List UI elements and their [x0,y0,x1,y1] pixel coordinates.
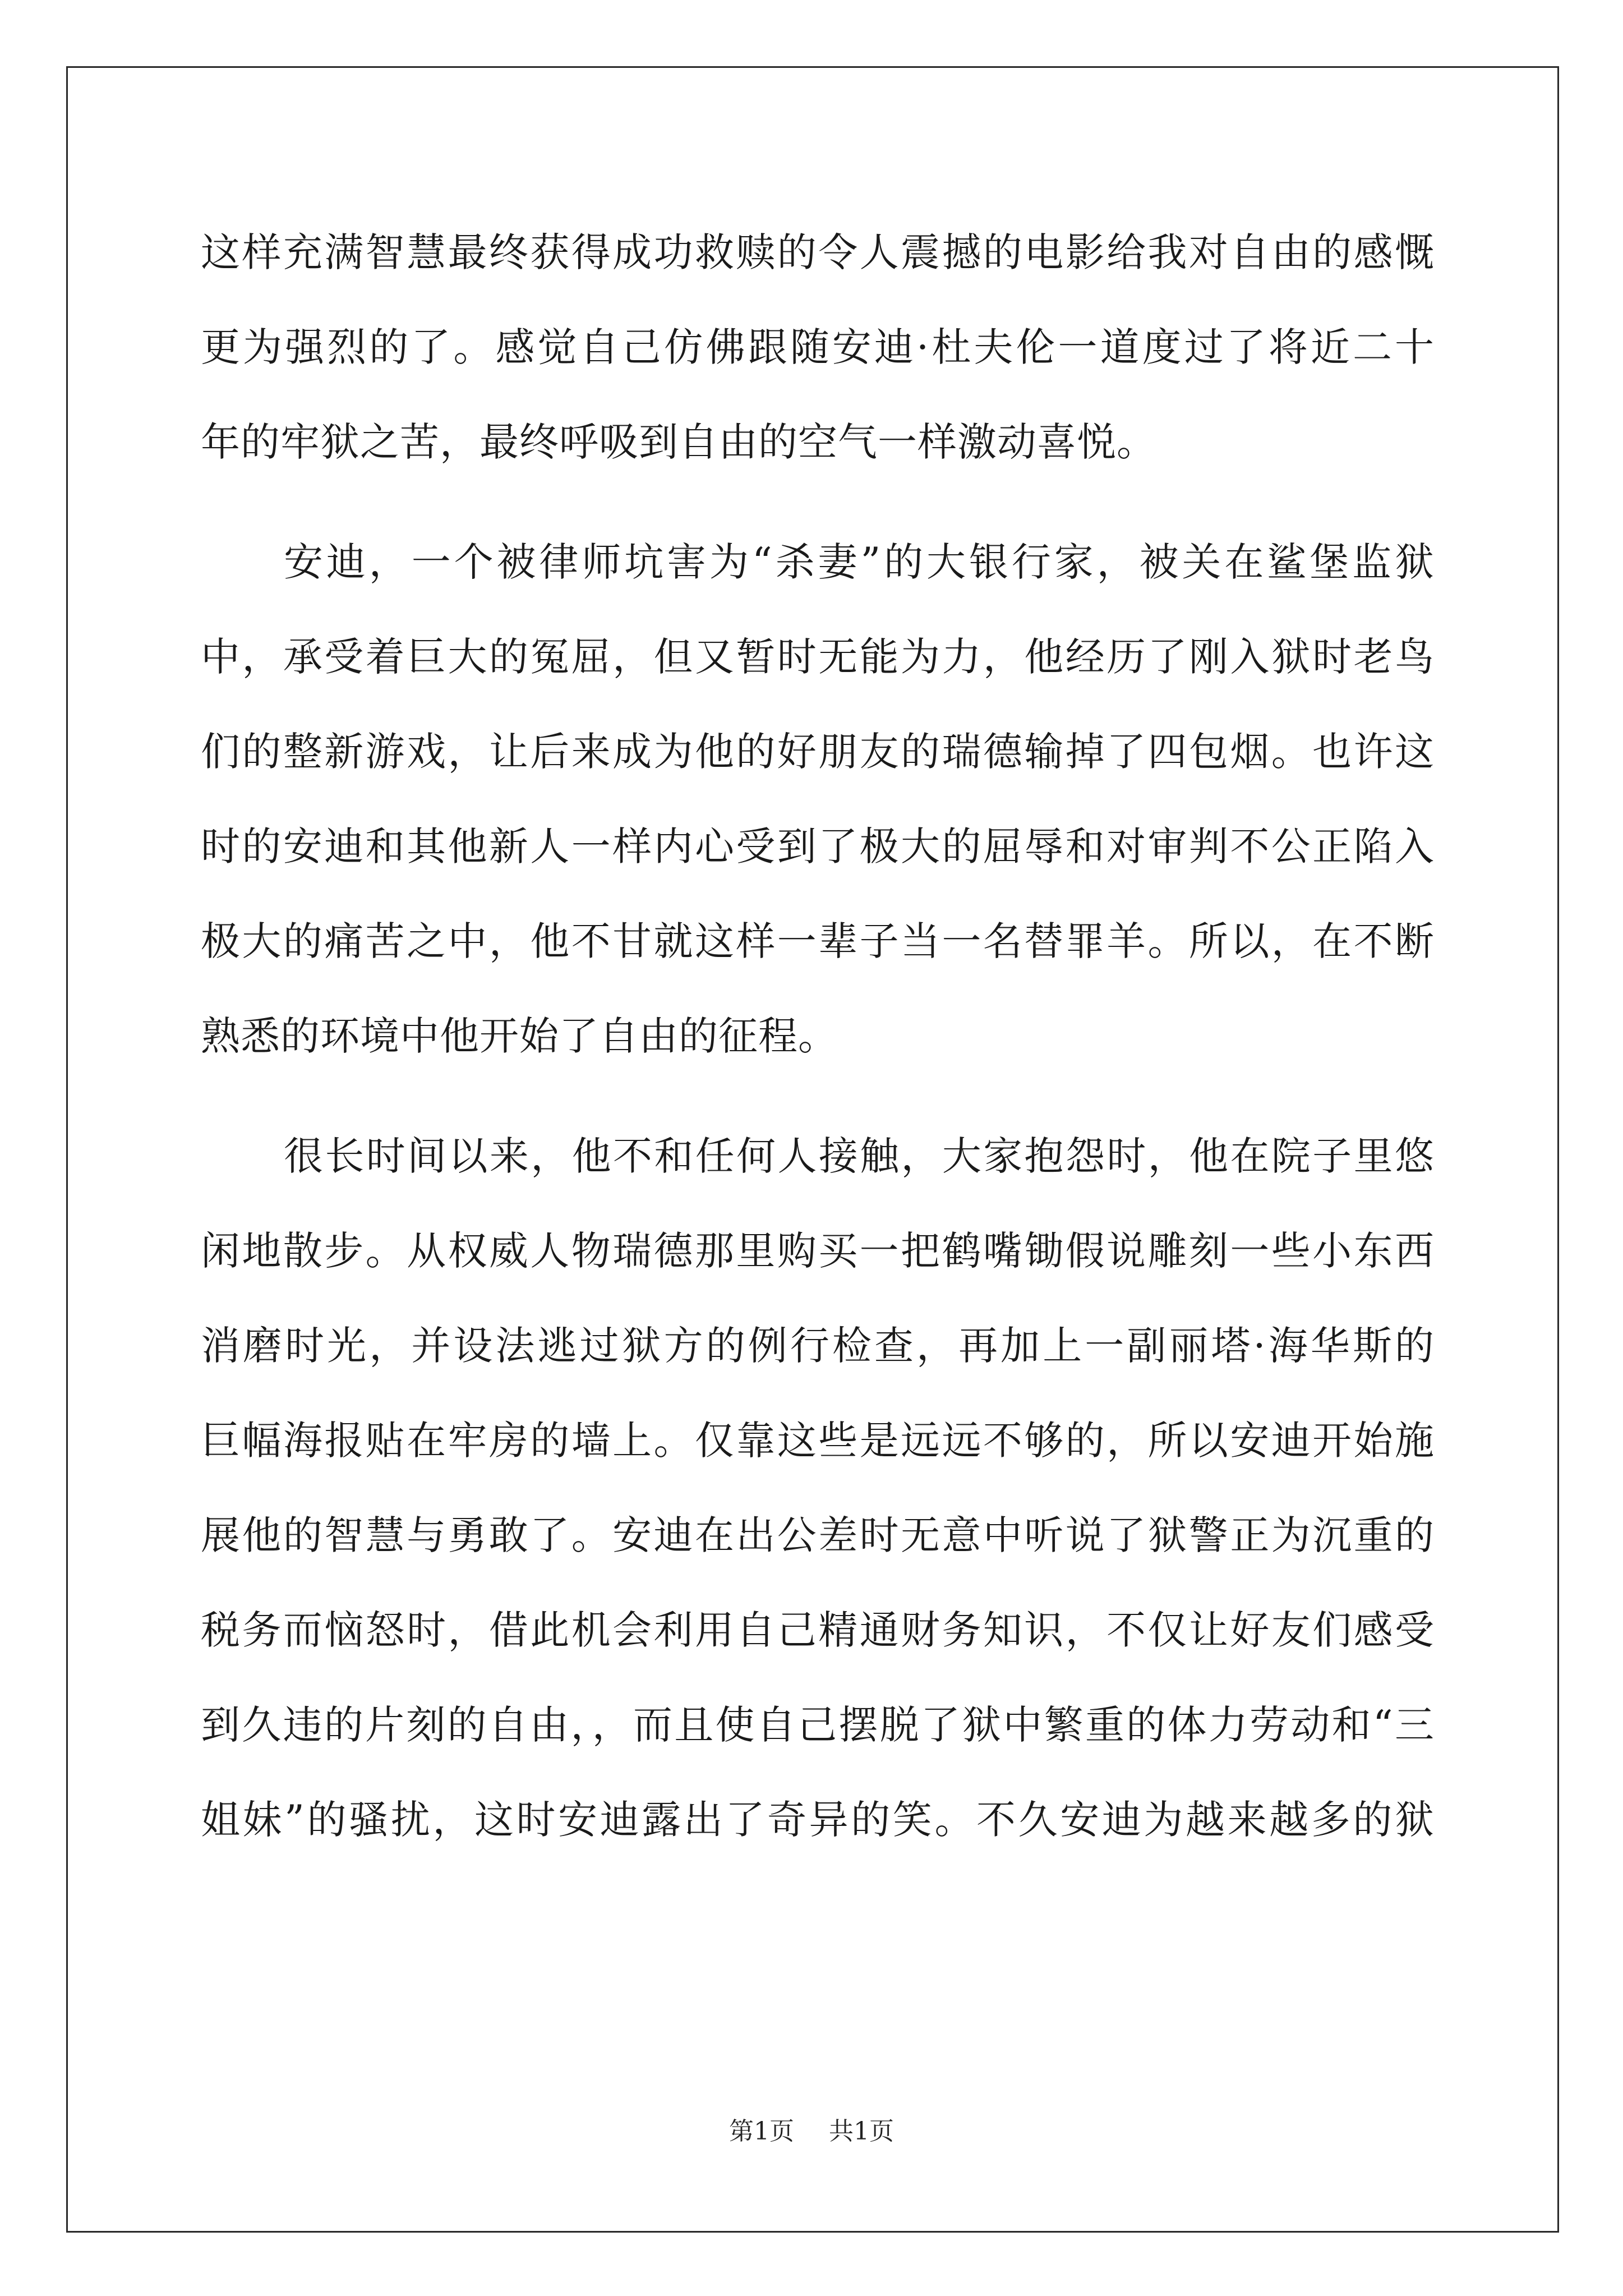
text-line-12: 消磨时光，并设法逃过狱方的例行检查，再加上一副丽塔·海华斯的 [201,1323,1435,1369]
paragraph-2-line-1: 安迪，一个被律师坑害为“杀妻”的大银行家，被关在鲨堡监狱 [284,539,1435,585]
text-line-14: 展他的智慧与勇敢了。安迪在出公差时无意中听说了狱警正为沉重的 [201,1512,1435,1558]
text-line-6: 们的整新游戏，让后来成为他的好朋友的瑞德输掉了四包烟。也许这 [201,729,1435,775]
text-line-8: 极大的痛苦之中，他不甘就这样一辈子当一名替罪羊。所以，在不断 [201,918,1435,964]
text-line-11: 闲地散步。从权威人物瑞德那里购买一把鹤嘴锄假说雕刻一些小东西 [201,1228,1435,1274]
page-number-current: 第1页 [729,2117,794,2146]
text-line-13: 巨幅海报贴在牢房的墙上。仅靠这些是远远不够的，所以安迪开始施 [201,1418,1435,1464]
text-line-2: 更为强烈的了。感觉自己仿佛跟随安迪·杜夫伦一道度过了将近二十 [201,324,1435,370]
text-line-15: 税务而恼怒时，借此机会利用自己精通财务知识，不仅让好友们感受 [201,1607,1435,1653]
text-line-16: 到久违的片刻的自由，，而且使自己摆脱了狱中繁重的体力劳动和“三 [201,1702,1435,1748]
text-line-5: 中，承受着巨大的冤屈，但又暂时无能为力，他经历了刚入狱时老鸟 [201,634,1435,680]
paragraph-3-line-1: 很长时间以来，他不和任何人接触，大家抱怨时，他在院子里悠 [284,1133,1435,1179]
page-number-total: 共1页 [829,2117,894,2146]
text-line-1: 这样充满智慧最终获得成功救赎的令人震撼的电影给我对自由的感慨 [201,229,1435,275]
text-line-3: 年的牢狱之苦，最终呼吸到自由的空气一样激动喜悦。 [201,419,1156,465]
text-line-9: 熟悉的环境中他开始了自由的征程。 [201,1013,838,1059]
text-line-7: 时的安迪和其他新人一样内心受到了极大的屈辱和对审判不公正陷入 [201,823,1435,869]
page-footer [0,2115,1623,2148]
text-line-17: 姐妹”的骚扰，这时安迪露出了奇异的笑。不久安迪为越来越多的狱 [201,1797,1435,1843]
